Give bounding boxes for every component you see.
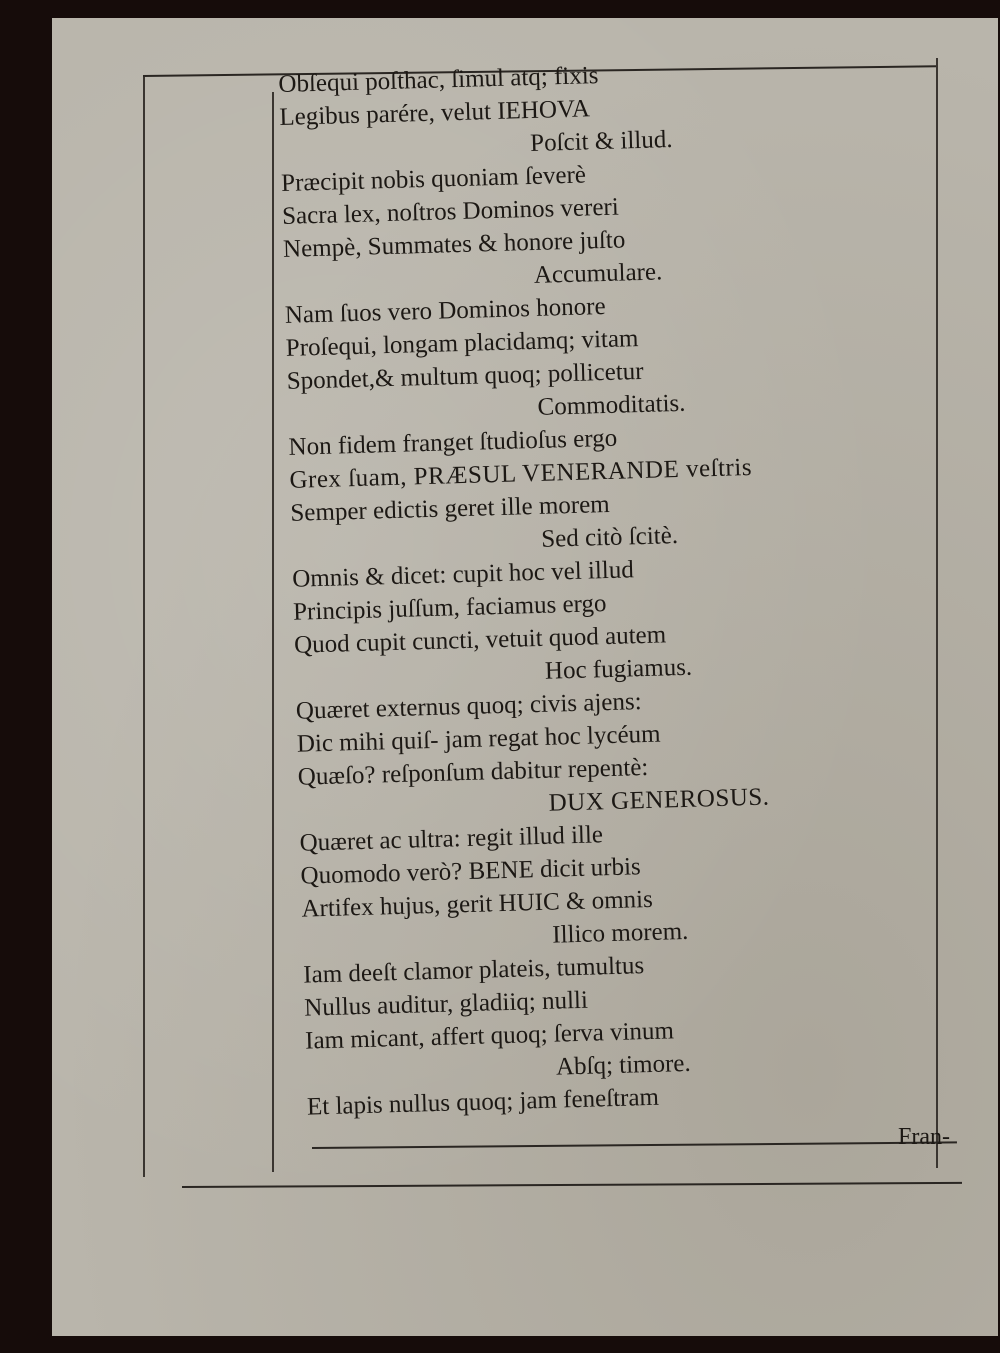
poem-line-adonic: Sed citò ſcitè. [540, 522, 679, 553]
poem-line-adonic: Commoditatis. [537, 389, 686, 421]
poem-line: Semper edictis geret ille morem [290, 490, 611, 527]
facing-page-bleed-through [952, 78, 1000, 1098]
left-outer-border-rule [143, 77, 145, 1177]
poem-line: Principis juſſum, faciamus ergo [292, 590, 607, 626]
poem-line: Artifex hujus, gerit HUIC & omnis [301, 885, 654, 923]
poem-line: Quæſo? reſponſum dabitur repentè: [297, 753, 649, 791]
left-inner-border-rule [272, 92, 274, 1172]
poem-line: Sacra lex, noſtros Dominos vereri [281, 193, 620, 230]
poem-line-adonic: Illico morem. [551, 917, 689, 949]
poem-line: Nempè, Summates & honore juſto [282, 226, 626, 263]
poem-line: Præcipit nobis quoniam ſeverè [280, 161, 587, 197]
poem-line-adonic: Hoc fugiamus. [544, 653, 693, 685]
poem-line: Grex ſuam, PRÆSUL VENERANDE veſtris [289, 453, 753, 494]
poem-line: Iam deeſt clamor plateis, tumultus [302, 952, 645, 989]
right-border-rule [936, 58, 938, 1168]
poem-line: Proſequi, longam placidamq; vitam [285, 325, 639, 362]
poem-line: Quod cupit cuncti, vetuit quod autem [293, 621, 667, 659]
poem-line: Nullus auditur, gladiiq; nulli [303, 986, 589, 1022]
poem-line: Spondet,& multum quoq; pollicetur [286, 357, 644, 395]
poem-line: Non fidem franget ſtudioſus ergo [288, 424, 618, 461]
poem-line-adonic: DUX GENEROSUS. [548, 783, 770, 817]
poem-line-adonic: Accumulare. [533, 258, 663, 289]
poem-line: Obſequi poſthac, ſimul atq; fixis [278, 62, 599, 98]
poem-line: Omnis & dicet: cupit hoc vel illud [291, 556, 635, 593]
poem-line: Legibus parére, velut IEHOVA [279, 95, 591, 131]
catchword: Fran- [898, 1124, 950, 1150]
poem-line: Quæret ac ultra: regit illud ille [299, 821, 604, 857]
poem-line: Nam ſuos vero Dominos honore [284, 292, 606, 329]
poem-line: Iam micant, affert quoq; ſerva vinum [304, 1017, 675, 1055]
poem-line: Quæret externus quoq; civis ajens: [295, 688, 642, 725]
poem-text-block [278, 51, 927, 1124]
poem-line: Dic mihi quiſ- jam regat hoc lycéum [296, 720, 661, 758]
poem-line-adonic: Poſcit & illud. [529, 126, 673, 157]
poem-line: Et lapis nullus quoq; jam feneſtram [306, 1083, 660, 1121]
poem-line-adonic: Abſq; timore. [555, 1049, 692, 1081]
poem-line: Quomodo verò? BENE dicit urbis [300, 853, 642, 890]
